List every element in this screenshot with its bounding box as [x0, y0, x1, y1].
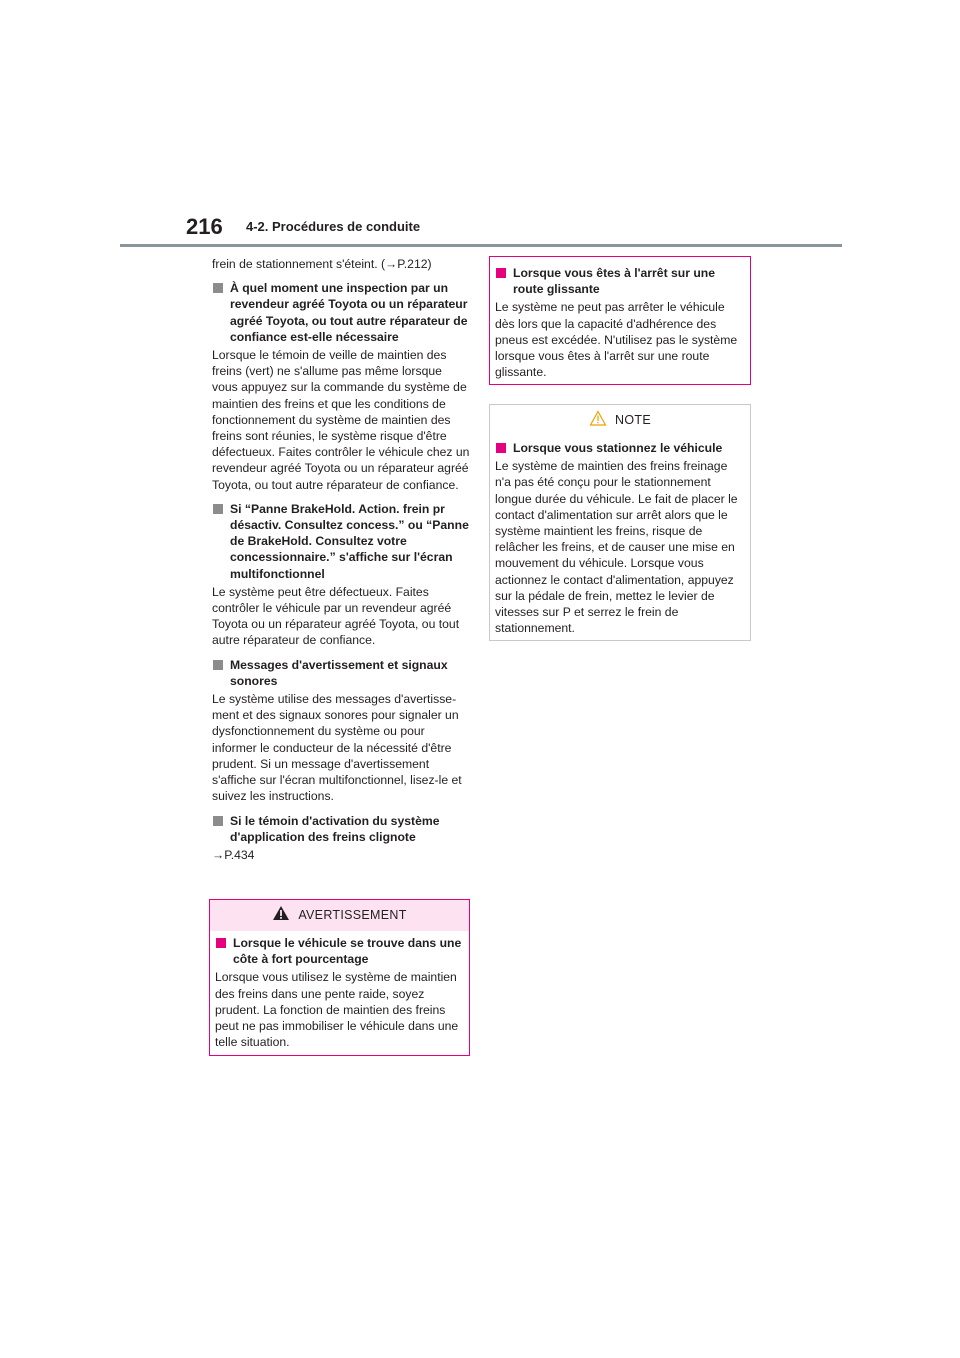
section-heading-temoin — [212, 813, 470, 845]
section-title: 4-2. Procédures de conduite — [246, 219, 421, 234]
header-divider — [120, 244, 842, 247]
warning-heading — [215, 935, 464, 967]
page-number: 216 — [186, 214, 223, 239]
section-heading-panne — [212, 501, 470, 582]
square-bullet-icon — [216, 938, 226, 948]
section-heading-messages — [212, 657, 470, 689]
heading-text: Si “Panne BrakeHold. Action. frein pr désactiv. Consultez concess.” ou “Panne de BrakeHold. Consultez votre concessionnaire.” s'affiche sur l'écran multifonctionnel — [230, 501, 469, 581]
warning-title: AVERTISSEMENT — [298, 908, 407, 923]
note-header — [490, 405, 750, 436]
square-bullet-icon — [213, 816, 223, 826]
note-box — [489, 404, 751, 641]
warning-box — [209, 899, 470, 1056]
page-reference: →P.434 — [212, 847, 255, 862]
note-title: NOTE — [615, 413, 651, 428]
heading-text: Si le témoin d'activation du système d'application des freins clignote — [230, 813, 440, 844]
caution-triangle-outline-icon — [589, 410, 607, 430]
square-bullet-icon — [496, 443, 506, 453]
heading-text: Messages d'avertissement et signaux sonores — [230, 657, 448, 688]
square-bullet-icon — [496, 268, 506, 278]
note-heading — [495, 440, 745, 456]
info-body: Le système ne peut pas arrêter le véhicule dès lors que la capacité d'adhérence des pneus est excédée. N'utilisez pas le système lorsque vous êtes à l'arrêt sur une route glissante. — [495, 300, 738, 380]
square-bullet-icon — [213, 504, 223, 514]
intro-paragraph: frein de stationnement s'éteint. (→P.212) — [212, 257, 432, 271]
warning-header — [210, 900, 469, 931]
section-body-panne: Le système peut être défectueux. Faites contrôler le véhicule par un revendeur agréé Toyota ou un réparateur agréé Toyota, ou tout autre réparateur de confiance. — [212, 584, 460, 648]
info-heading — [495, 265, 745, 297]
info-box-glissante — [489, 256, 751, 385]
heading-text: Lorsque vous stationnez le véhicule — [513, 441, 723, 455]
section-heading-inspection — [212, 280, 470, 345]
square-bullet-icon — [213, 283, 223, 293]
heading-text: À quel moment une inspection par un revendeur agréé Toyota ou un réparateur agréé Toyota, ou tout autre réparateur de confiance est-elle nécessaire — [230, 281, 468, 344]
heading-text: Lorsque vous êtes à l'arrêt sur une route glissante — [513, 266, 716, 297]
warning-body: Lorsque vous utilisez le système de maintien des freins dans une pente raide, soyez prudent. La fonction de maintien des freins peut ne pas immobiliser le véhicule dans une telle situation. — [215, 970, 459, 1050]
square-bullet-icon — [213, 660, 223, 670]
page-header — [0, 0, 960, 250]
note-body: Le système de maintien des freins freinage n'a pas été conçu pour le stationnement longue durée du véhicule. Le fait de placer le contact d'alimentation sur arrêt alors que le système maintient les freins, risque de relâcher les freins, et de causer une mise en mouvement du véhicule. Lorsque vous actionnez le contact d'alimentation, appuyez sur la pédale de frein, mettez le levier de vitesses sur P et serrez le frein de stationnement. — [495, 459, 738, 636]
warning-triangle-icon — [272, 905, 290, 925]
left-column — [212, 256, 470, 871]
heading-text: Lorsque le véhicule se trouve dans une côte à fort pourcentage — [233, 936, 462, 967]
section-body-messages: Le système utilise des messages d'avertissement et des signaux sonores pour signaler un dysfonctionnement du système ou pour informer le conducteur de la nécessité d'être prudent. Si un message d'avertissement s'affiche sur l'écran multifonctionnel, lisez-le et suivez les instructions. — [212, 692, 462, 804]
section-body-inspection: Lorsque le témoin de veille de maintien des freins (vert) ne s'allume pas même lorsque vous appuyez sur la commande du système de maintien des freins et que les conditions de fonctionnement du système de maintien des freins sont réunies, le système risque d'être défectueux. Faites contrôler le véhicule chez un revendeur agréé Toyota ou un réparateur agréé Toyota, ou tout autre réparateur de confiance. — [212, 348, 470, 492]
